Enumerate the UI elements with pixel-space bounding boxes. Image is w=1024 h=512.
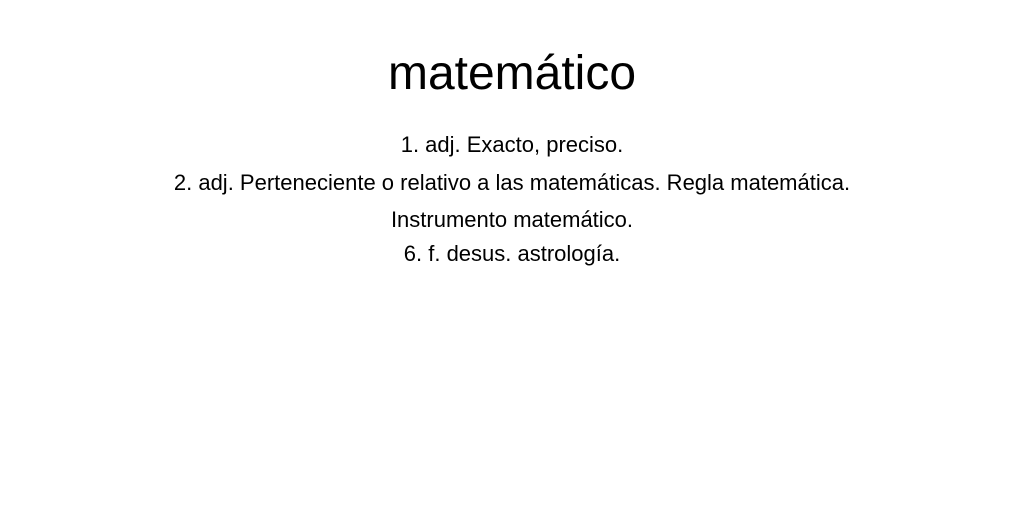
sense-2: 2. adj. Perteneciente o relativo a las matemáticas. Regla matemática. [173,170,851,195]
headword-title: matemático [387,47,637,100]
sense-6: 6. f. desus. astrología. [403,241,621,266]
sense-1: 1. adj. Exacto, preciso. [400,132,624,157]
sense-2-continuation: Instrumento matemático. [390,207,634,232]
